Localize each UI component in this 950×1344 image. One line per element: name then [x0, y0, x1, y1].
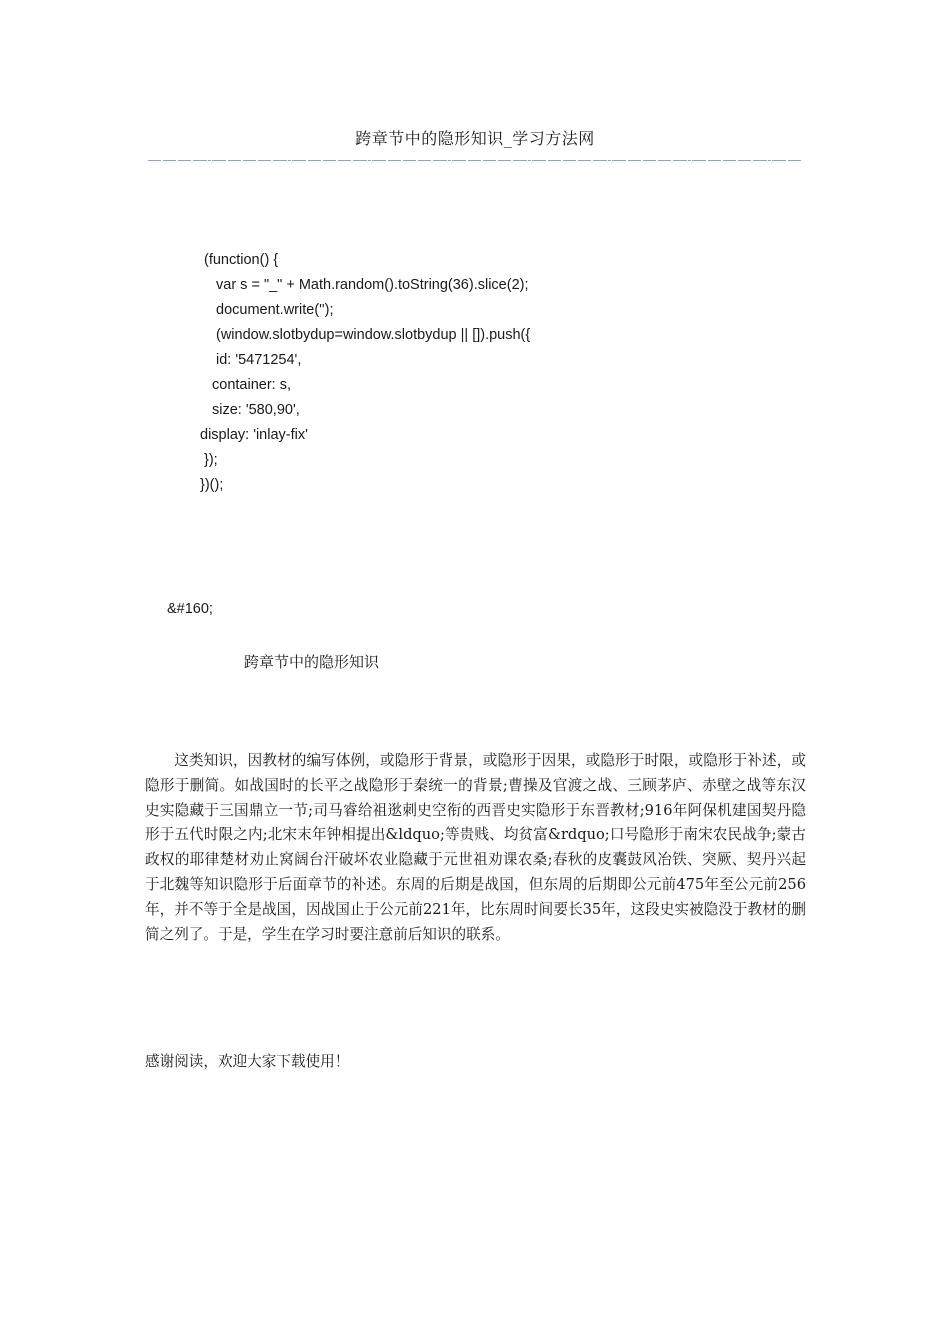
body-paragraph: 这类知识，因教材的编写体例，或隐形于背景，或隐形于因果，或隐形于时限，或隐形于补述，或隐形于删简。如战国时的长平之战隐形于秦统一的背景;曹操及官渡之战、三顾茅庐、赤壁之战等东汉史实隐藏于三国鼎立一节;司马睿给祖逖刺史空衔的西晋史实隐形于东晋教材;916年阿保机建国契丹隐形于五代时限之内;北宋末年钟相提出&ldquo;等贵贱、均贫富&rdquo;口号隐形于南宋农民战争;蒙古政权的耶律楚材劝止窝阔台汗破坏农业隐藏于元世祖劝课农桑;春秋的皮囊鼓风冶铁、突厥、契丹兴起于北魏等知识隐形于后面章节的补述。东周的后期是战国，但东周的后期即公元前475年至公元前256年，并不等于全是战国，因战国止于公元前221年，比东周时间要长35年，这段史实被隐没于教材的删简之列了。于是，学生在学习时要注意前后知识的联系。	[145, 752, 806, 943]
code-line: });	[204, 452, 218, 468]
code-line: container: s,	[212, 377, 291, 393]
code-line: document.write('');	[216, 302, 334, 318]
code-line: })();	[200, 477, 224, 493]
closing-note: 感谢阅读，欢迎大家下载使用！	[145, 1053, 350, 1070]
code-line: (function() {	[204, 252, 279, 268]
page-title: 跨章节中的隐形知识_学习方法网	[355, 129, 595, 148]
code-line: (window.slotbydup=window.slotbydup || []).push({	[216, 327, 531, 343]
code-line: size: '580,90',	[212, 402, 300, 418]
article-subtitle: 跨章节中的隐形知识	[244, 653, 380, 671]
html-entity-text: &#160;	[167, 601, 213, 617]
code-line: id: '5471254',	[216, 352, 302, 368]
code-line: var s = "_" + Math.random().toString(36).slice(2);	[216, 277, 529, 293]
header-divider	[148, 160, 801, 161]
code-line: display: 'inlay-fix'	[200, 427, 308, 443]
